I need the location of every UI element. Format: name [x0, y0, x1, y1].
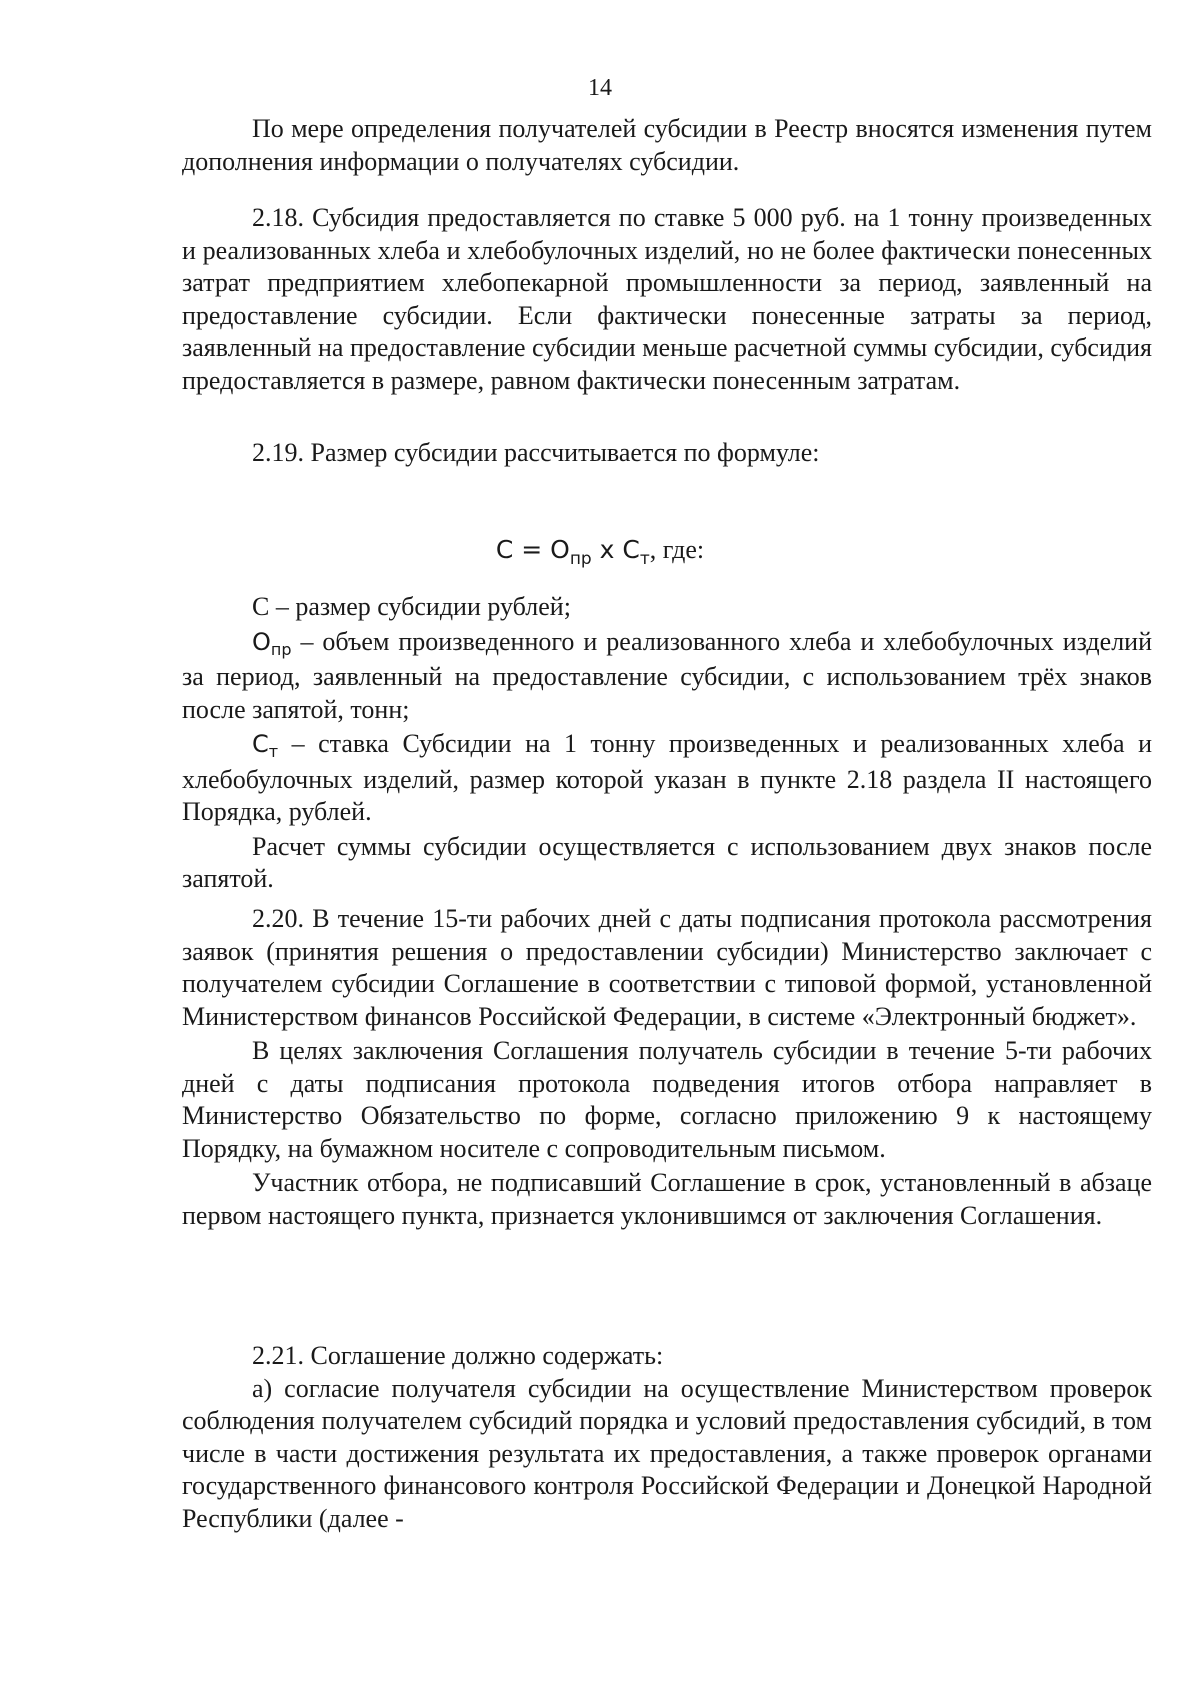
formula-rate-subscript: т — [639, 549, 650, 569]
definition-volume — [182, 626, 1152, 727]
definitions-block — [182, 591, 1152, 896]
paragraph-2-18 — [182, 202, 1152, 397]
definition-volume-text: – объем произведенного и реализованного хлеба и хлебобулочных изделий за период, заявленный на предоставление субсидии, с использованием трёх знаков после запятой, тонн; — [182, 626, 1152, 724]
paragraph-2-20-text: 2.20. В течение 15-ти рабочих дней с даты подписания протокола рассмотрения заявок (принятия решения о предоставлении субсидии) Министерство заключает с получателем субсидии Соглашение в соответствии с типовой формой, установленной Министерством финансов Российской Федерации, в системе «Электронный бюджет». — [182, 904, 1152, 1031]
paragraph-2-18-text: 2.18. Субсидия предоставляется по ставке 5 000 руб. на 1 тонну произведенных и реализованных хлеба и хлебобулочных изделий, но не более фактически понесенных затрат предприятием хлебопекарной промышленности за период, заявленный на предоставление субсидии. Если фактически понесенные затраты за период, заявленный на предоставление субсидии меньше расчетной суммы субсидии, субсидия предоставляется в размере, равном фактически понесенным затратам. — [182, 203, 1152, 395]
formula-equals: = — [513, 535, 551, 564]
paragraph-2-21-a: а) согласие получателя субсидии на осуществление Министерством проверок соблюдения получателем субсидий порядка и условий предоставления субсидий, в том числе в части достижения результата их предоставления, а также проверок органами государственного финансового контроля Российской Федерации и Донецкой Народной Республики (далее - — [182, 1373, 1152, 1533]
paragraph-calculation: Расчет суммы субсидии осуществляется с использованием двух знаков после запятой. — [182, 831, 1152, 893]
paragraph-2-20 — [182, 903, 1152, 1232]
formula-times: х — [591, 535, 623, 564]
formula-tail: , где: — [649, 535, 705, 564]
formula-volume: О — [550, 535, 570, 564]
subsidy-formula — [0, 534, 1200, 569]
paragraph-registry — [182, 113, 1152, 178]
paragraph-2-19 — [182, 437, 1152, 470]
formula-rate: С — [622, 535, 640, 564]
definition-rate-symbol: $С_т$ — [252, 730, 279, 761]
definition-volume-symbol: $О_{пр}$ — [252, 627, 292, 659]
definition-subsidy: С – размер субсидии рублей; — [252, 592, 571, 621]
paragraph-2-19-text: 2.19. Размер субсидии рассчитывается по формуле: — [252, 438, 820, 467]
formula-volume-subscript: пр — [569, 549, 592, 569]
formula-lhs: С — [495, 535, 514, 564]
definition-rate — [182, 728, 1152, 829]
paragraph-registry-text: По мере определения получателей субсидии в Реестр вносятся изменения путем дополнения информации о получателях субсидии. — [182, 114, 1152, 176]
paragraph-2-21-text: 2.21. Соглашение должно содержать: — [252, 1341, 664, 1370]
paragraph-2-21 — [182, 1340, 1152, 1535]
definition-rate-text: – ставка Субсидии на 1 тонну произведенных и реализованных хлеба и хлебобулочных изделий, размер которой указан в пункте 2.18 раздела II настоящего Порядка, рублей. — [182, 729, 1152, 826]
paragraph-2-20-evasion: Участник отбора, не подписавший Соглашение в срок, установленный в абзаце первом настоящего пункта, признается уклонившимся от заключения Соглашения. — [182, 1168, 1152, 1230]
page-number: 14 — [588, 75, 612, 101]
paragraph-2-20-agreement: В целях заключения Соглашения получатель субсидии в течение 5-ти рабочих дней с даты подписания протокола подведения итогов отбора направляет в Министерство Обязательство по форме, согласно приложению 9 к настоящему Порядку, на бумажном носителе с сопроводительным письмом. — [182, 1036, 1152, 1163]
